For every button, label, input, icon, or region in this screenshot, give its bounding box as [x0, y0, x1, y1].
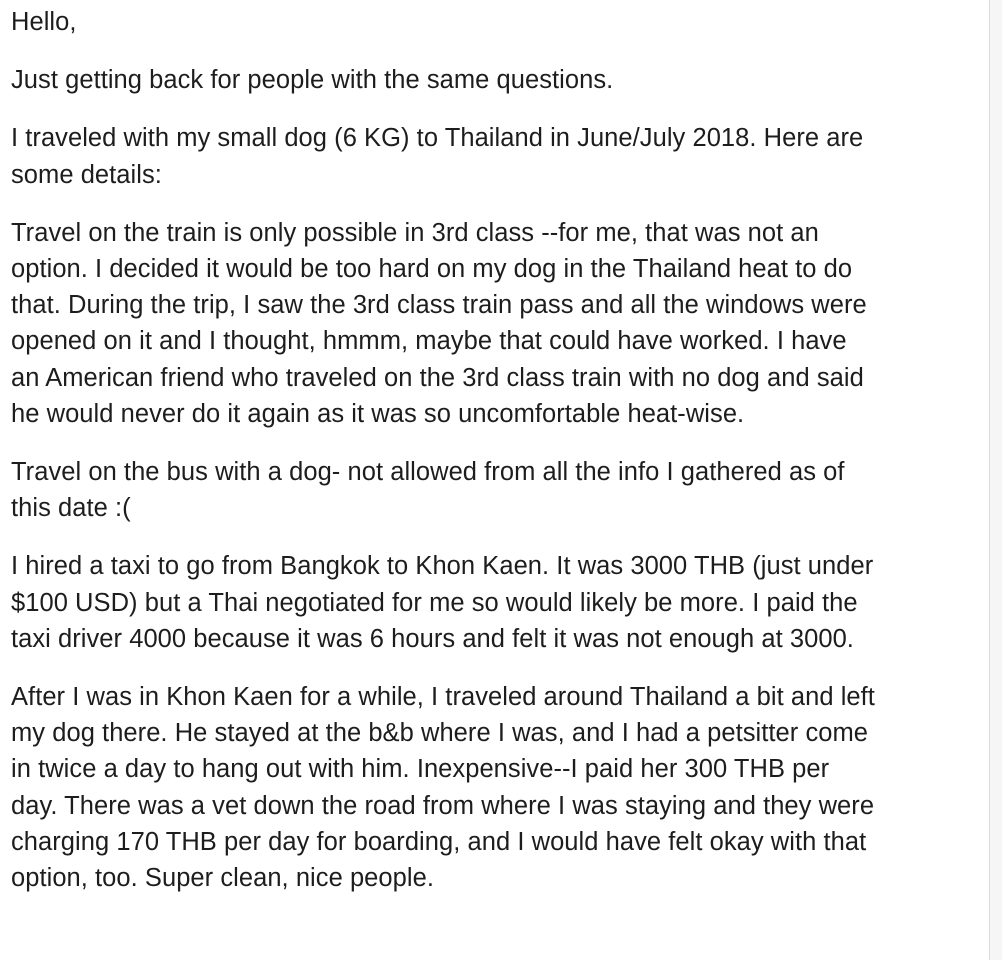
post-paragraph-intro: Just getting back for people with the same questions. — [11, 66, 614, 95]
scrollbar-track[interactable] — [989, 0, 1002, 960]
post-paragraph-train: Travel on the train is only possible in 3rd class --for me, that was not an option. I decided it would be too hard on my dog in the Thailand heat to do that. During the trip, I saw the 3rd class train pass and all the windows were opened on it and I thought, hmmm, maybe that could have worked. I have an American friend who traveled on the 3rd class train with no dog and said he would never do it again as it was so uncomfortable heat-wise. — [11, 218, 867, 428]
post-paragraph-bus: Travel on the bus with a dog- not allowed from all the info I gathered as of this date :( — [11, 458, 845, 523]
post-paragraph-trip-details: I traveled with my small dog (6 KG) to Thailand in June/July 2018. Here are some details: — [11, 124, 864, 189]
post-paragraph-greeting: Hello, — [11, 8, 77, 36]
post-paragraph-taxi: I hired a taxi to go from Bangkok to Khon Kaen. It was 3000 THB (just under $100 USD) but a Thai negotiated for me so would likely be more. I paid the taxi driver 4000 because it was 6 hours and felt it was not enough at 3000. — [11, 552, 874, 653]
post-paragraph-boarding: After I was in Khon Kaen for a while, I traveled around Thailand a bit and left my dog there. He stayed at the b&b where I was, and I had a petsitter come in twice a day to hang out with him. Inexpensive--I paid her 300 THB per day. There was a vet down the road from where I was staying and they were charging 170 THB per day for boarding, and I would have felt okay with that option, too. Super clean, nice people. — [11, 683, 875, 893]
